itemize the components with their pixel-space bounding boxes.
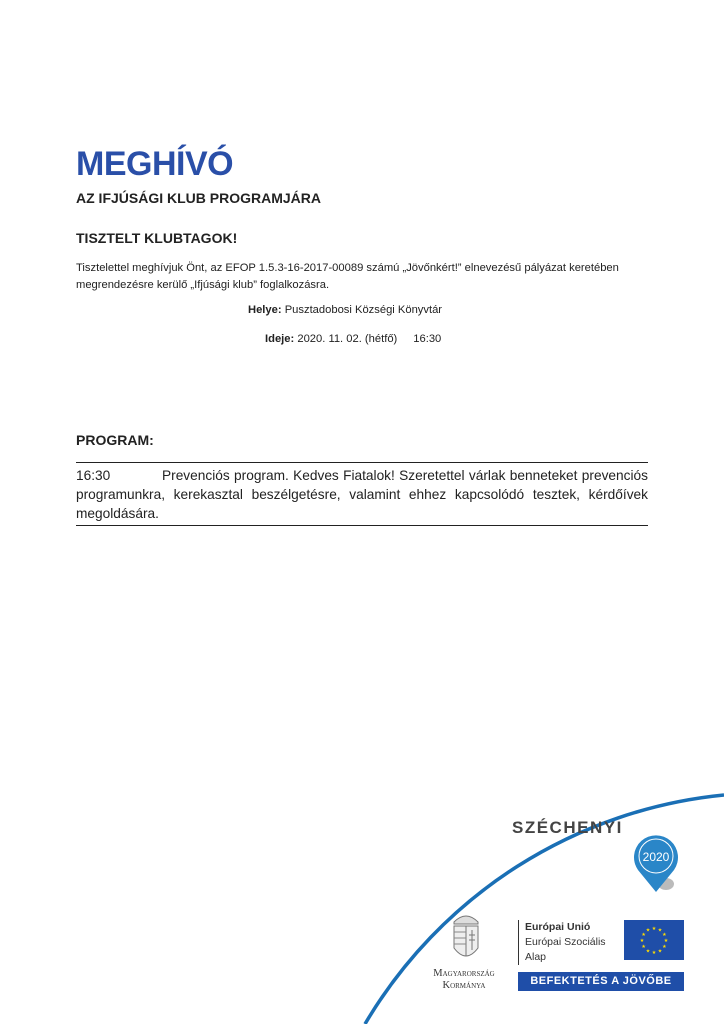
svg-text:★: ★ — [651, 950, 657, 956]
place-line — [248, 304, 442, 316]
time-line — [265, 333, 441, 345]
szechenyi-year: 2020 — [642, 850, 670, 864]
hungarian-coat-of-arms-icon — [450, 910, 482, 966]
eu-flag-icon — [624, 920, 684, 960]
intro-text: Tisztelettel meghívjuk Önt, az EFOP 1.5.3-16-2017-00089 számú „Jövőnkért!” elnevezésű pályázat keretében megrendezésre kerülő „Ifjúsági klub” foglalkozásra. — [76, 262, 619, 291]
program-heading: PROGRAM: — [76, 432, 154, 448]
szechenyi-logo-text: SZÉCHENYI — [512, 818, 623, 837]
eu-fund-line1: Európai Szociális — [525, 936, 606, 948]
svg-text:★: ★ — [641, 932, 646, 938]
svg-text:★: ★ — [663, 938, 669, 944]
page-title: MEGHÍVÓ — [76, 145, 234, 183]
government-line1: Magyarország — [433, 968, 495, 979]
szechenyi-pin-icon — [632, 834, 680, 894]
svg-text:★: ★ — [651, 926, 657, 932]
svg-text:★: ★ — [662, 932, 667, 938]
greeting: TISZTELT KLUBTAGOK! — [76, 230, 238, 246]
government-logo-text — [418, 968, 510, 992]
eu-fund-line2: Alap — [525, 951, 547, 963]
time-date: 2020. 11. 02. (hétfő) — [294, 333, 398, 345]
eu-title: Európai Unió — [525, 921, 591, 933]
government-line2: Kormánya — [442, 980, 486, 991]
svg-text:★: ★ — [662, 944, 667, 950]
subtitle: AZ IFJÚSÁGI KLUB PROGRAMJÁRA — [76, 190, 322, 206]
program-item — [76, 462, 648, 526]
program-time: 16:30 — [76, 468, 111, 483]
svg-text:★: ★ — [657, 927, 663, 934]
eu-text — [518, 920, 606, 965]
time-label: Ideje: — [265, 333, 295, 345]
svg-text:★: ★ — [639, 938, 645, 944]
place-label: Helye: — [248, 304, 282, 316]
invest-banner: BEFEKTETÉS A JÖVŐBE — [518, 972, 684, 991]
program-text: Prevenciós program. Kedves Fiatalok! Szeretettel várlak benneteket prevenciós programunkra, kerekasztal beszélgetésre, valamint ehhez kapcsolódó tesztek, kérdőívek megoldására. — [76, 468, 648, 521]
svg-text:★: ★ — [641, 944, 646, 950]
svg-text:★: ★ — [645, 927, 651, 934]
place-value: Pusztadobosi Községi Könyvtár — [281, 304, 443, 316]
time-hour: 16:30 — [413, 333, 442, 345]
svg-text:★: ★ — [645, 948, 651, 955]
svg-text:★: ★ — [657, 948, 663, 955]
